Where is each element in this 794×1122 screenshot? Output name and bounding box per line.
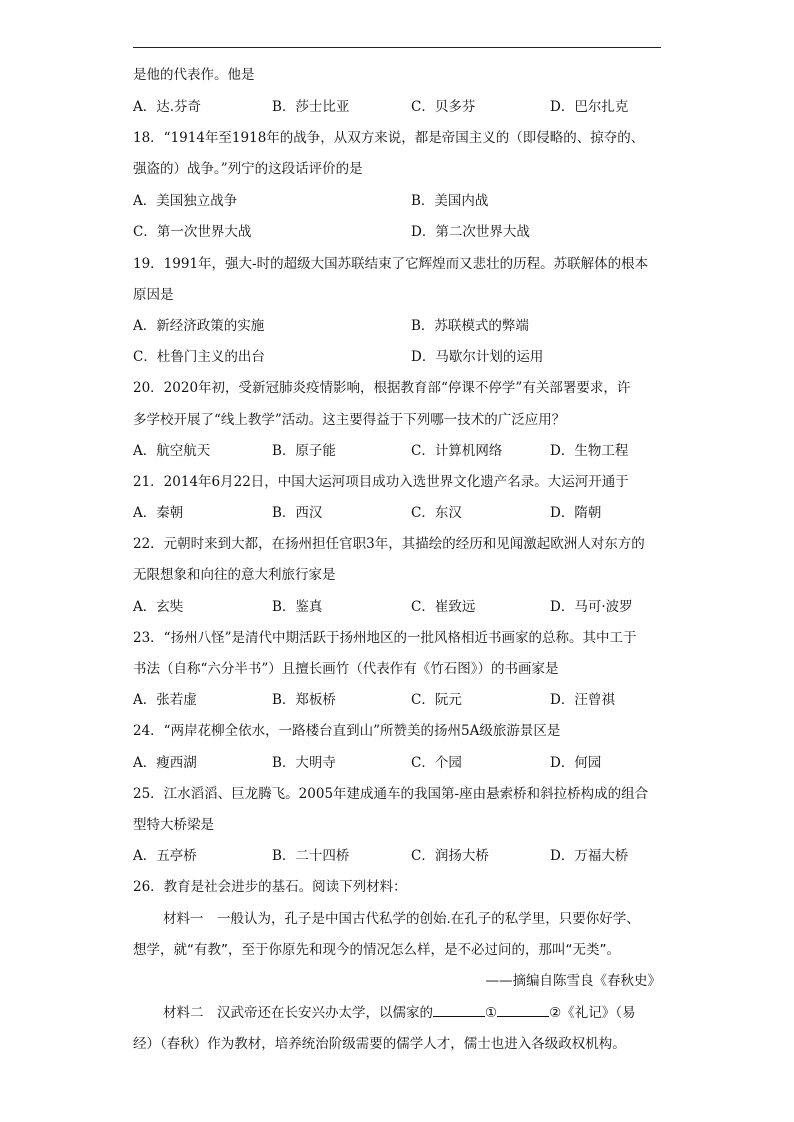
q21-option-c: C．东汉 xyxy=(411,505,462,521)
q18-stem-line2: 强盗的）战争。”列宁的这段话评价的是 xyxy=(133,161,363,177)
q18-option-b: B．美国内战 xyxy=(411,193,489,209)
q26-material1-line1: 材料一 一般认为，孔子是中国古代私学的创始.在孔子的私学里，只要你好学、 xyxy=(163,911,640,927)
q22-option-c: C．崔致远 xyxy=(411,599,476,615)
q22-stem-line1: 22．元朝时来到大都，在扬州担任官职3年，其描绘的经历和见闻激起欧洲人对东方的 xyxy=(133,536,645,552)
q22-option-d: D．马可·波罗 xyxy=(550,599,633,615)
q23-stem-line2: 书法（自称“六分半书”）且擅长画竹（代表作有《竹石图》）的书画家是 xyxy=(133,661,559,677)
q26-blank-2 xyxy=(497,1004,549,1017)
q18-option-a: A．美国独立战争 xyxy=(133,193,238,209)
q19-stem-line2: 原因是 xyxy=(133,287,174,303)
q26-mark-2: ② xyxy=(549,1005,562,1021)
q26-blank-1 xyxy=(433,1004,485,1017)
q23-stem-line1: 23．“扬州八怪”是清代中期活跃于扬州地区的一批风格相近书画家的总称。其中工于 xyxy=(133,630,637,646)
q21-option-a: A．秦朝 xyxy=(133,505,184,521)
q23-option-d: D．汪曾祺 xyxy=(550,692,615,708)
q17-option-b: B．莎士比亚 xyxy=(272,99,350,115)
q19-option-d: D．马歇尔计划的运用 xyxy=(411,349,544,365)
q25-option-d: D．万福大桥 xyxy=(550,848,629,864)
q23-option-b: B．郑板桥 xyxy=(272,692,336,708)
q18-stem-line1: 18．“1914年至1918年的战争，从双方来说，都是帝国主义的（即侵略的、掠夺的、 xyxy=(133,130,645,146)
q18-option-c: C．第一次世界大战 xyxy=(133,224,252,240)
q20-option-c: C．计算机网络 xyxy=(411,443,503,459)
q18-option-d: D．第二次世界大战 xyxy=(411,224,530,240)
q23-option-c: C．阮元 xyxy=(411,692,462,708)
q23-option-a: A．张若虚 xyxy=(133,692,197,708)
q24-option-b: B．大明寺 xyxy=(272,755,336,771)
header-rule xyxy=(133,47,661,48)
q25-stem-line2: 型特大桥梁是 xyxy=(133,817,214,833)
q21-option-d: D．隋朝 xyxy=(550,505,602,521)
q26-material1-source: ——摘编自陈雪良《春秋史》 xyxy=(485,973,661,989)
q24-option-d: D．何园 xyxy=(550,755,602,771)
q25-option-c: C．润扬大桥 xyxy=(411,848,489,864)
q19-option-b: B．苏联模式的弊端 xyxy=(411,318,529,334)
q26-stem: 26．教育是社会进步的基石。阅读下列材料： xyxy=(133,879,407,895)
q25-option-b: B．二十四桥 xyxy=(272,848,350,864)
q26-material2-line1 xyxy=(163,1004,635,1022)
q20-option-d: D．生物工程 xyxy=(550,443,629,459)
q17-option-d: D．巴尔扎克 xyxy=(550,99,629,115)
q20-stem-line1: 20．2020年初，受新冠肺炎疫情影响，根据教育部“停课不停学”有关部署要求，许 xyxy=(133,380,631,396)
q26-material2-line2: 经）（春秋）作为教材，培养统治阶级需要的儒学人才，儒士也进入各级政权机构。 xyxy=(133,1036,626,1052)
q22-stem-line2: 无限想象和向往的意大利旅行家是 xyxy=(133,567,336,583)
q22-option-b: B．鉴真 xyxy=(272,599,323,615)
q24-option-c: C．个园 xyxy=(411,755,462,771)
q17-option-a: A．达.芬奇 xyxy=(133,99,202,115)
q21-option-b: B．西汉 xyxy=(272,505,323,521)
q26-material2-suffix: 《礼记》（易 xyxy=(561,1005,636,1021)
q17-option-c: C．贝多芬 xyxy=(411,99,476,115)
q24-option-a: A．瘦西湖 xyxy=(133,755,197,771)
q20-option-a: A．航空航天 xyxy=(133,443,211,459)
q26-material1-line2: 想学，就“有教”，至于你原先和现今的情况怎么样，是不必过问的，那叫“无类”。 xyxy=(133,942,620,958)
q20-stem-line2: 多学校开展了“线上教学”活动。这主要得益于下列哪一技术的广泛应用？ xyxy=(133,412,566,428)
q24-stem-line1: 24．“两岸花柳全依水，一路楼台直到山”所赞美的扬州5A级旅游景区是 xyxy=(133,723,561,739)
q26-material2-prefix: 材料二 汉武帝还在长安兴办太学，以儒家的 xyxy=(163,1005,433,1021)
q26-mark-1: ① xyxy=(485,1005,498,1021)
q17-stem-tail: 是他的代表作。他是 xyxy=(133,67,255,83)
q25-stem-line1: 25．江水滔滔、巨龙腾飞。2005年建成通车的我国第-座由悬索桥和斜拉桥构成的组合 xyxy=(133,786,649,802)
q19-option-c: C．杜鲁门主义的出台 xyxy=(133,349,265,365)
q19-stem-line1: 19．1991年，强大-时的超级大国苏联结束了它辉煌而又悲壮的历程。苏联解体的根本 xyxy=(133,256,649,272)
q19-option-a: A．新经济政策的实施 xyxy=(133,318,265,334)
q20-option-b: B．原子能 xyxy=(272,443,336,459)
q25-option-a: A．五亭桥 xyxy=(133,848,197,864)
q22-option-a: A．玄奘 xyxy=(133,599,184,615)
q21-stem-line1: 21．2014年6月22日，中国大运河项目成功入选世界文化遗产名录。大运河开通于 xyxy=(133,474,629,490)
